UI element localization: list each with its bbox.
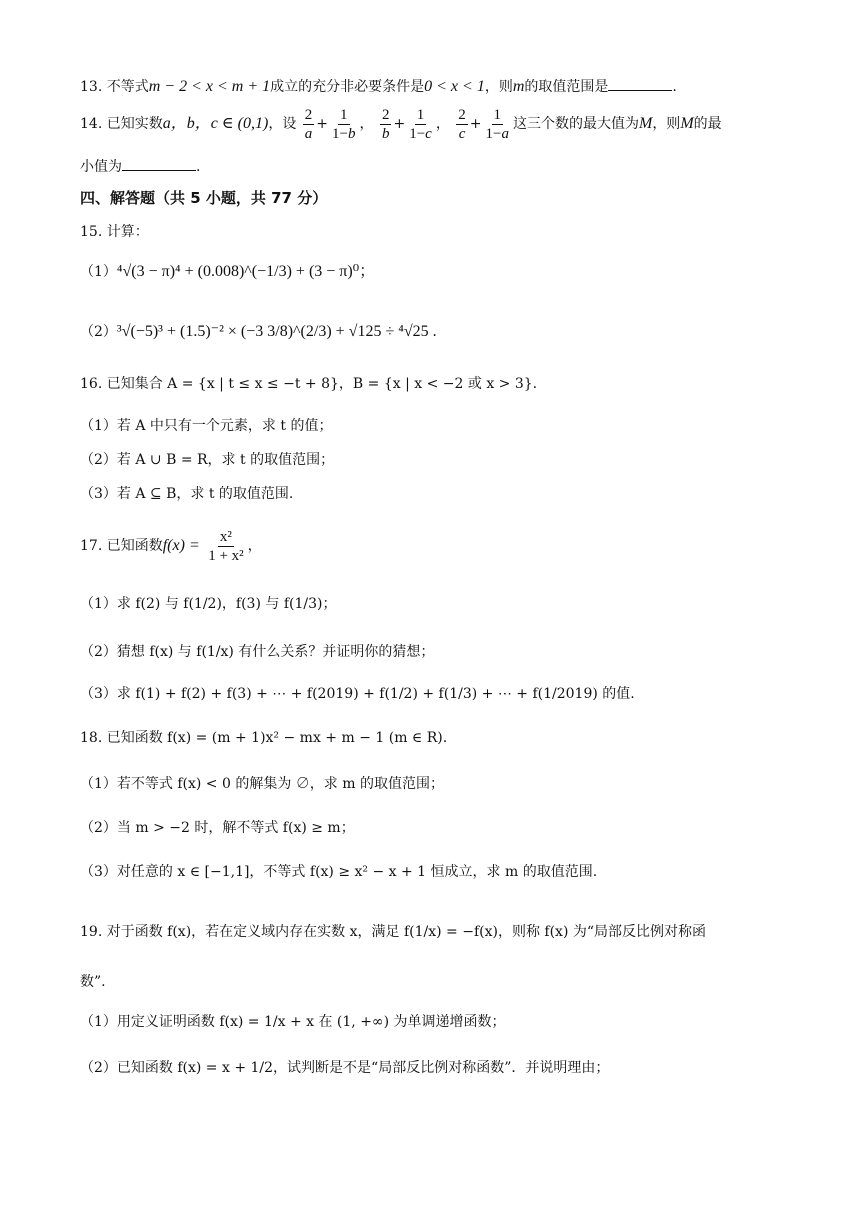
- q16-part2: （2）若 A ∪ B = R，求 t 的取值范围；: [80, 452, 335, 468]
- q16-part1: （1）若 A 中只有一个元素，求 t 的值；: [80, 418, 333, 434]
- question-16: 16. 已知集合 A = {x | t ≤ x ≤ −t + 8}，B = {x | x < −2 或 x > 3}.: [80, 376, 538, 392]
- fraction: $\frac{1}{1-c}$: [409, 106, 432, 142]
- q16-part3: （3）若 A ⊆ B，求 t 的取值范围.: [80, 486, 294, 502]
- fraction: $\frac{1}{1-a}$: [485, 106, 509, 142]
- q17-part3: （3）求 f(1) + f(2) + f(3) + ⋯ + f(2019) + f(1/2) + f(1/3) + ⋯ + f(1/2019) 的值.: [80, 686, 635, 702]
- answer-blank: [608, 76, 672, 91]
- q18-part2: （2）当 m > −2 时，解不等式 f(x) ≥ m；: [80, 820, 355, 836]
- q18-part3: （3）对任意的 x ∈ [−1,1]，不等式 f(x) ≥ x² − x + 1 恒成立，求 m 的取值范围.: [80, 864, 598, 880]
- question-14-line2: 小值为 .: [80, 156, 808, 177]
- q18-part1: （1）若不等式 f(x) < 0 的解集为 ∅，求 m 的取值范围；: [80, 776, 444, 792]
- fraction: $\frac{\text{x²}}{\text{1 + x²}}$: [208, 528, 244, 564]
- q14-number: 14.: [80, 116, 103, 132]
- question-17: 17. 已知函数f(x) = $\frac{\text{x²}}{\text{1 + x²}}$ ，: [80, 528, 262, 564]
- q19-part1: （1）用定义证明函数 f(x) = 1/x + x 在 (1, +∞) 为单调递增函数；: [80, 1014, 506, 1030]
- fraction: $\frac{1}{1-b}$: [332, 106, 356, 142]
- question-18: 18. 已知函数 f(x) = (m + 1)x² − mx + m − 1 (m ∈ R).: [80, 730, 448, 746]
- question-15: 15. 计算：: [80, 224, 149, 240]
- q19-part2: （2）已知函数 f(x) = x + 1/2，试判断是不是“局部反比例对称函数”．并说明理由；: [80, 1060, 610, 1076]
- answer-blank: [122, 156, 196, 171]
- fraction: $\frac{2}{b}$: [381, 106, 390, 142]
- q15-part1: （1）⁴√(3 − π)⁴ + (0.008)^(−1/3) + (3 − π)⁰；: [80, 263, 376, 280]
- fraction: $\frac{2}{a}$: [304, 106, 313, 142]
- q13-number: 13.: [80, 79, 103, 95]
- fraction: $\frac{2}{c}$: [458, 106, 466, 142]
- question-13: 13. 不等式m − 2 < x < m + 1成立的充分非必要条件是0 < x < 1，则m的取值范围是 .: [80, 78, 677, 95]
- question-14: 14. 已知实数a，b，c ∈ (0,1)，设 $\frac{2}{a}$ + $\frac{1}{1-b}$ ， $\frac{2}{b}$ + $\frac{1}{1-c}$ ， $\frac{2}{c}$ + $\frac{1}{1-a}$ 这三个数的最大值为M，则M的最: [80, 106, 722, 142]
- q15-part2: （2）³√(−5)³ + (1.5)⁻² × (−3 3/8)^(2/3) + √125 ÷ ⁴√25 .: [80, 323, 437, 340]
- q17-part1: （1）求 f(2) 与 f(1/2)，f(3) 与 f(1/3)；: [80, 596, 337, 612]
- question-19: 19. 对于函数 f(x)，若在定义域内存在实数 x，满足 f(1/x) = −f(x)，则称 f(x) 为“局部反比例对称函: [80, 924, 707, 940]
- q17-part2: （2）猜想 f(x) 与 f(1/x) 有什么关系？并证明你的猜想；: [80, 644, 435, 660]
- question-19-line2: 数”.: [80, 974, 106, 990]
- section-heading: 四、解答题（共 5 小题，共 77 分）: [80, 189, 328, 207]
